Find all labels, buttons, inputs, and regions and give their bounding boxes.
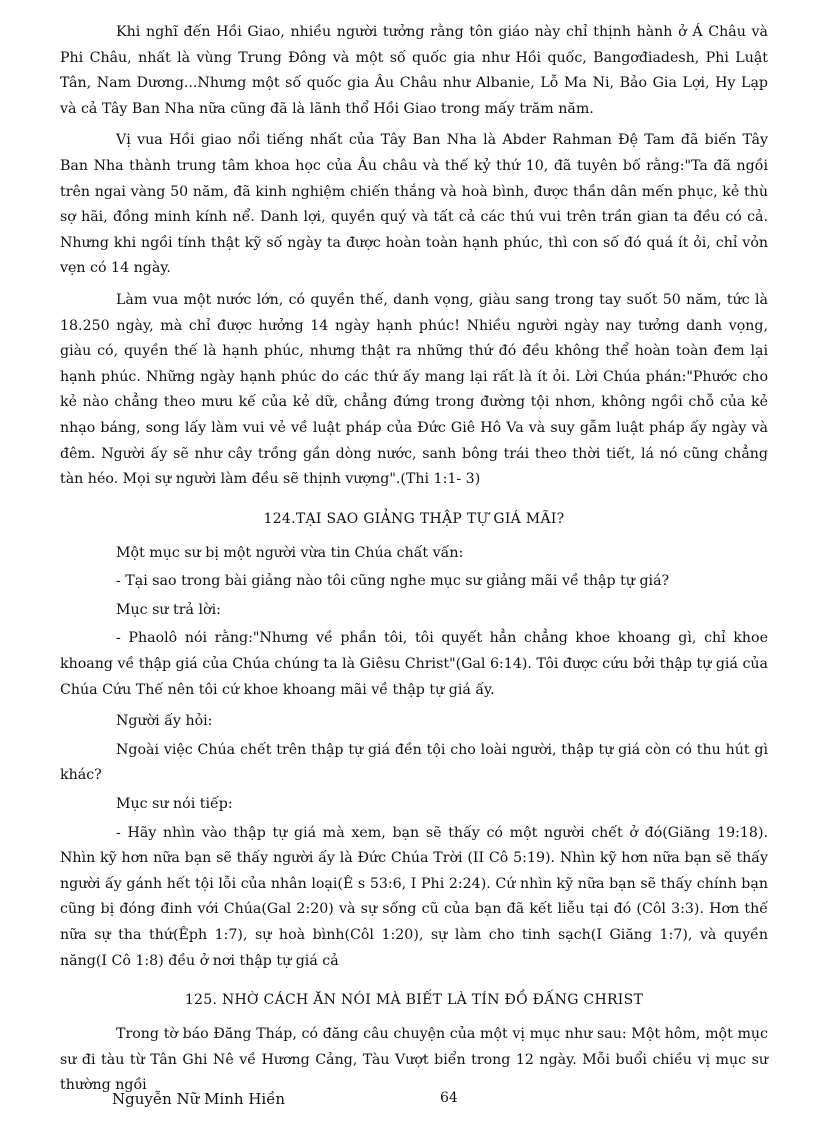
paragraph: Một mục sư bị một người vừa tin Chúa chất vấn:: [116, 544, 464, 561]
paragraph: - Hãy nhìn vào thập tự giá mà xem, bạn sẽ thấy có một người chết ở đó(Giăng 19:18). Nhìn kỹ hơn nữa bạn sẽ thấy người ấy là Đức Chúa Trời (II Cô 5:19). Nhìn kỹ hơn nữa bạn sẽ thấy người ấy gánh hết tội lỗi của nhân loại(Ê s 53:6, I Phi 2:24). Cứ nhìn kỹ nữa bạn sẽ thấy chính bạn cũng bị đóng đinh với Chúa(Gal 2:20) và sự sống cũ của bạn đã kết liễu tại đó (Côl 3:3). Hơn thế nữa sự tha thứ(Êph 1:7), sự hoà bình(Côl 1:20), sự làm cho tinh sạch(I Giăng 1:7), và quyền năng(I Cô 1:8) đều ở nơi thập tự giá cả: [60, 824, 768, 969]
page-number: 64: [440, 1090, 458, 1106]
paragraph: Vị vua Hồi giao nổi tiếng nhất của Tây Ban Nha là Abder Rahman Đệ Tam đã biến Tây Ban Nha thành trung tâm khoa học của Âu châu và thế kỷ thứ 10, đã tuyên bố rằng:"Ta đã ngồi trên ngai vàng 50 năm, đã kinh nghiệm chiến thắng và hoà bình, được thần dân mến phục, kẻ thù sợ hãi, đồng minh kính nể. Danh lợi, quyền quý và tất cả các thú vui trên trần gian ta đều có cả. Nhưng khi ngồi tính thật kỹ số ngày ta được hoàn toàn hạnh phúc, thì con số đó quá ít ỏi, chỉ vỏn vẹn có 14 ngày.: [60, 132, 768, 277]
paragraph: - Tại sao trong bài giảng nào tôi cũng nghe mục sư giảng mãi về thập tự giá?: [116, 573, 670, 590]
paragraph: Trong tờ báo Đăng Tháp, có đăng câu chuyện của một vị mục như sau: Một hôm, một mục sư đi tàu từ Tân Ghi Nê về Hương Cảng, Tàu Vượt biển trong 12 ngày. Mỗi buổi chiều vị mục sư thường ngồi: [60, 1026, 768, 1094]
paragraph: - Phaolô nói rằng:"Nhưng về phần tôi, tôi quyết hẳn chẳng khoe khoang gì, chỉ khoe khoang về thập giá của Chúa chúng ta là Giêsu Christ"(Gal 6:14). Tôi được cứu bởi thập tự giá của Chúa Cứu Thế nên tôi cứ khoe khoang mãi về thập tự giá ấy.: [60, 630, 768, 698]
section-heading: 125. NHỜ CÁCH ĂN NÓI MÀ BIẾT LÀ TÍN ĐỒ ĐẤNG CHRIST: [184, 992, 644, 1009]
paragraph: Ngoài việc Chúa chết trên thập tự giá đền tội cho loài người, thập tự giá còn có thu hút gì khác?: [60, 741, 768, 784]
paragraph: Làm vua một nước lớn, có quyền thế, danh vọng, giàu sang trong tay suốt 50 năm, tức là 18.250 ngày, mà chỉ được hưởng 14 ngày hạnh phúc! Nhiều người ngày nay tưởng danh vọng, giàu có, quyền thế là hạnh phúc, nhưng thật ra những thứ đó đều không thể hoàn toàn đem lại hạnh phúc. Những ngày hạnh phúc do các thứ ấy mang lại rất là ít ỏi. Lời Chúa phán:"Phước cho kẻ nào chẳng theo mưu kế của kẻ dữ, chẳng đứng trong đường tội nhơn, không ngồi chỗ của kẻ nhạo báng, song lấy làm vui vẻ về luật pháp của Đức Giê Hô Va và suy gẫm luật pháp ấy ngày và đêm. Người ấy sẽ như cây trồng gần dòng nước, sanh bông trái theo thời tiết, lá nó cũng chẳng tàn héo. Mọi sự người làm đều sẽ thịnh vượng".(Thi 1:1- 3): [60, 291, 768, 488]
section-heading: 124.TẠI SAO GIẢNG THẬP TỰ GIÁ MÃI?: [263, 510, 565, 527]
paragraph: Người ấy hỏi:: [116, 713, 213, 730]
footer-author: Nguyễn Nữ Minh Hiền: [112, 1090, 286, 1108]
document-page: [60, 20, 768, 1105]
paragraph: Mục sư nói tiếp:: [116, 796, 233, 813]
paragraph: Khi nghĩ đến Hồi Giao, nhiều người tưởng rằng tôn giáo này chỉ thịnh hành ở Á Châu và Phi Châu, nhất là vùng Trung Đông và một số quốc gia như Hồi quốc, Bangơđiadesh, Phi Luật Tân, Nam Dương...Nhưng một số quốc gia Âu Châu như Albanie, Lỗ Ma Ni, Bảo Gia Lợi, Hy Lạp và cả Tây Ban Nha nữa cũng đã là lãnh thổ Hồi Giao trong mấy trăm năm.: [60, 24, 768, 117]
paragraph: Mục sư trả lời:: [116, 601, 221, 618]
